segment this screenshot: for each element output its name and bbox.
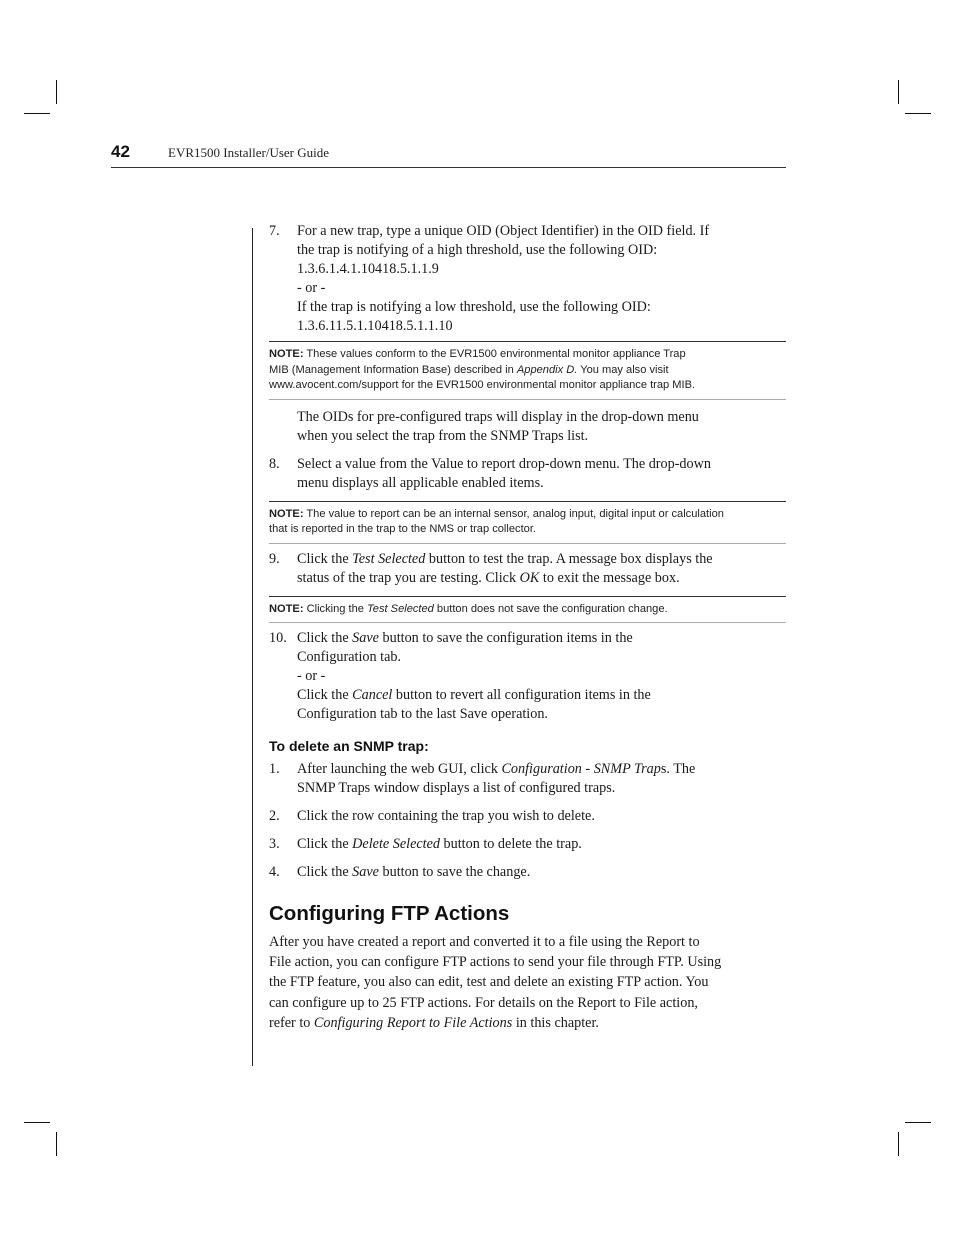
text-run: in this chapter.	[512, 1014, 599, 1031]
text-run: After launching the web GUI, click	[297, 761, 502, 777]
text-run: MIB (Management Information Base) described in	[269, 363, 517, 376]
ftp-paragraph	[269, 932, 786, 1033]
step-item	[269, 455, 786, 493]
text-run: Click the	[297, 687, 353, 703]
text-line	[297, 648, 786, 667]
crop-mark	[56, 1132, 57, 1156]
step-number: 1.	[269, 761, 280, 777]
text-line	[269, 972, 786, 992]
crop-mark	[56, 80, 57, 104]
text-line	[297, 317, 786, 336]
emphasis-text: OK	[519, 569, 540, 586]
text-run: - or -	[297, 668, 326, 684]
text-line	[269, 507, 786, 523]
text-run: 1.3.6.1.4.1.10418.5.1.1.9	[297, 261, 439, 277]
text-run: to exit the message box.	[539, 569, 680, 586]
text-run: For a new trap, type a unique OID (Object Identifier) in the OID field. If	[297, 223, 710, 239]
text-run: - or -	[297, 280, 326, 296]
step-list	[269, 550, 786, 588]
text-line	[269, 932, 786, 952]
text-run: button does not save the configuration change.	[433, 602, 668, 615]
text-line	[269, 363, 786, 379]
text-line	[297, 686, 786, 705]
text-line	[297, 279, 786, 298]
text-line	[297, 455, 786, 474]
text-run: Click the	[297, 864, 353, 880]
text-run: Click the	[297, 836, 353, 852]
header-rule	[111, 167, 786, 168]
note-text	[269, 507, 786, 538]
text-run: The value to report can be an internal sensor, analog input, digital input or calculation	[303, 507, 724, 520]
text-line	[297, 629, 786, 648]
text-run: menu displays all applicable enabled items.	[297, 474, 544, 491]
text-run: button to save the change.	[378, 864, 531, 880]
step-item	[269, 629, 786, 724]
text-run: button to delete the trap.	[440, 836, 582, 852]
note-box	[269, 501, 786, 544]
continuation-paragraph	[269, 408, 786, 446]
text-run: These values conform to the EVR1500 environmental monitor appliance Trap	[303, 348, 686, 360]
crop-mark	[24, 113, 50, 114]
emphasis-text: Configuration - SNMP Trap	[501, 761, 661, 777]
crop-mark	[898, 80, 899, 104]
text-line	[269, 347, 786, 363]
text-line	[297, 835, 786, 854]
text-run: Click the	[297, 550, 353, 567]
text-run: Configuration tab to the last Save operation.	[297, 706, 548, 722]
text-run: After you have created a report and converted it to a file using the Report to	[269, 934, 700, 950]
text-run: when you select the trap from the SNMP Traps list.	[297, 427, 589, 444]
delete-trap-heading: To delete an SNMP trap:	[269, 738, 429, 754]
text-line	[269, 993, 786, 1013]
emphasis-text: Save	[352, 864, 379, 880]
text-line	[297, 241, 786, 260]
page-header	[111, 140, 786, 170]
step-list	[269, 222, 786, 336]
emphasis-text: Appendix D.	[516, 363, 578, 376]
text-run: s. The	[660, 761, 696, 777]
note-box	[269, 596, 786, 624]
text-run: Click the	[297, 630, 353, 646]
step-item	[269, 807, 786, 826]
text-run: Clicking the	[303, 602, 368, 615]
step-number: 10.	[269, 630, 287, 646]
text-run: 1.3.6.11.5.1.10418.5.1.1.10	[297, 318, 453, 334]
text-run: The OIDs for pre-configured traps will display in the drop-down menu	[297, 408, 699, 425]
note-label: NOTE:	[269, 348, 304, 360]
emphasis-text: Cancel	[352, 687, 393, 703]
margin-rule	[252, 228, 253, 1066]
text-run: button to revert all configuration items in the	[392, 687, 651, 703]
step-item	[269, 835, 786, 854]
running-title: EVR1500 Installer/User Guide	[168, 145, 330, 160]
text-line	[269, 602, 786, 618]
step-number: 9.	[269, 550, 280, 567]
text-run: the FTP feature, you also can edit, test and delete an existing FTP action. You	[269, 974, 709, 991]
note-text	[269, 347, 786, 394]
emphasis-text: Test Selected	[367, 602, 434, 615]
page-number: 42	[111, 142, 130, 161]
text-line	[297, 667, 786, 686]
text-line	[297, 427, 786, 446]
text-line	[269, 1013, 786, 1033]
section-heading: Configuring FTP Actions	[269, 902, 510, 925]
step-number: 7.	[269, 223, 280, 239]
step-list	[269, 629, 786, 724]
page-content	[269, 222, 786, 1033]
text-run: the trap is notifying of a high threshold, use the following OID:	[297, 242, 658, 258]
text-run: Click the row containing the trap you wish to delete.	[297, 808, 595, 824]
text-line	[297, 260, 786, 279]
step-list	[269, 455, 786, 493]
step-number: 2.	[269, 808, 280, 824]
text-run: can configure up to 25 FTP actions. For details on the Report to File action,	[269, 994, 698, 1011]
text-line	[297, 408, 786, 427]
text-run: button to test the trap. A message box displays the	[425, 550, 713, 567]
text-run: SNMP Traps window displays a list of configured traps.	[297, 780, 616, 796]
text-line	[297, 569, 786, 588]
text-run: You may also visit	[577, 363, 669, 376]
text-run: button to save the configuration items in the	[378, 630, 633, 646]
step-number: 8.	[269, 455, 280, 472]
step-item	[269, 760, 786, 798]
text-run: www.avocent.com/support for the EVR1500 environmental monitor appliance trap MIB.	[269, 379, 696, 391]
note-box	[269, 341, 786, 400]
text-line	[297, 807, 786, 826]
crop-mark	[24, 1122, 50, 1123]
text-line	[297, 550, 786, 569]
note-text	[269, 602, 786, 618]
step-item	[269, 863, 786, 882]
note-label: NOTE:	[269, 602, 304, 615]
text-run: File action, you can configure FTP actions to send your file through FTP. Using	[269, 954, 722, 971]
text-line	[297, 222, 786, 241]
note-label: NOTE:	[269, 507, 304, 520]
crop-mark	[905, 113, 931, 114]
delete-step-list	[269, 760, 786, 882]
emphasis-text: Test Selected	[352, 550, 426, 567]
text-line	[269, 378, 786, 394]
step-number: 3.	[269, 836, 280, 852]
text-line	[297, 298, 786, 317]
text-line	[297, 779, 786, 798]
text-run: Configuration tab.	[297, 649, 402, 665]
text-line	[269, 952, 786, 972]
text-run: Select a value from the Value to report drop-down menu. The drop-down	[297, 455, 711, 472]
emphasis-text: Delete Selected	[352, 836, 440, 852]
text-line	[269, 522, 786, 538]
emphasis-text: Save	[352, 630, 379, 646]
step-item	[269, 222, 786, 336]
text-run: status of the trap you are testing. Click	[297, 569, 520, 586]
text-line	[297, 760, 786, 779]
crop-mark	[905, 1122, 931, 1123]
step-item	[269, 550, 786, 588]
emphasis-text: Configuring Report to File Actions	[313, 1014, 513, 1031]
text-run: refer to	[269, 1014, 314, 1031]
step-number: 4.	[269, 864, 280, 880]
text-run: that is reported in the trap to the NMS or trap collector.	[269, 523, 536, 535]
text-run: If the trap is notifying a low threshold, use the following OID:	[297, 299, 651, 315]
crop-mark	[898, 1132, 899, 1156]
text-line	[297, 863, 786, 882]
text-line	[297, 474, 786, 493]
text-line	[297, 705, 786, 724]
